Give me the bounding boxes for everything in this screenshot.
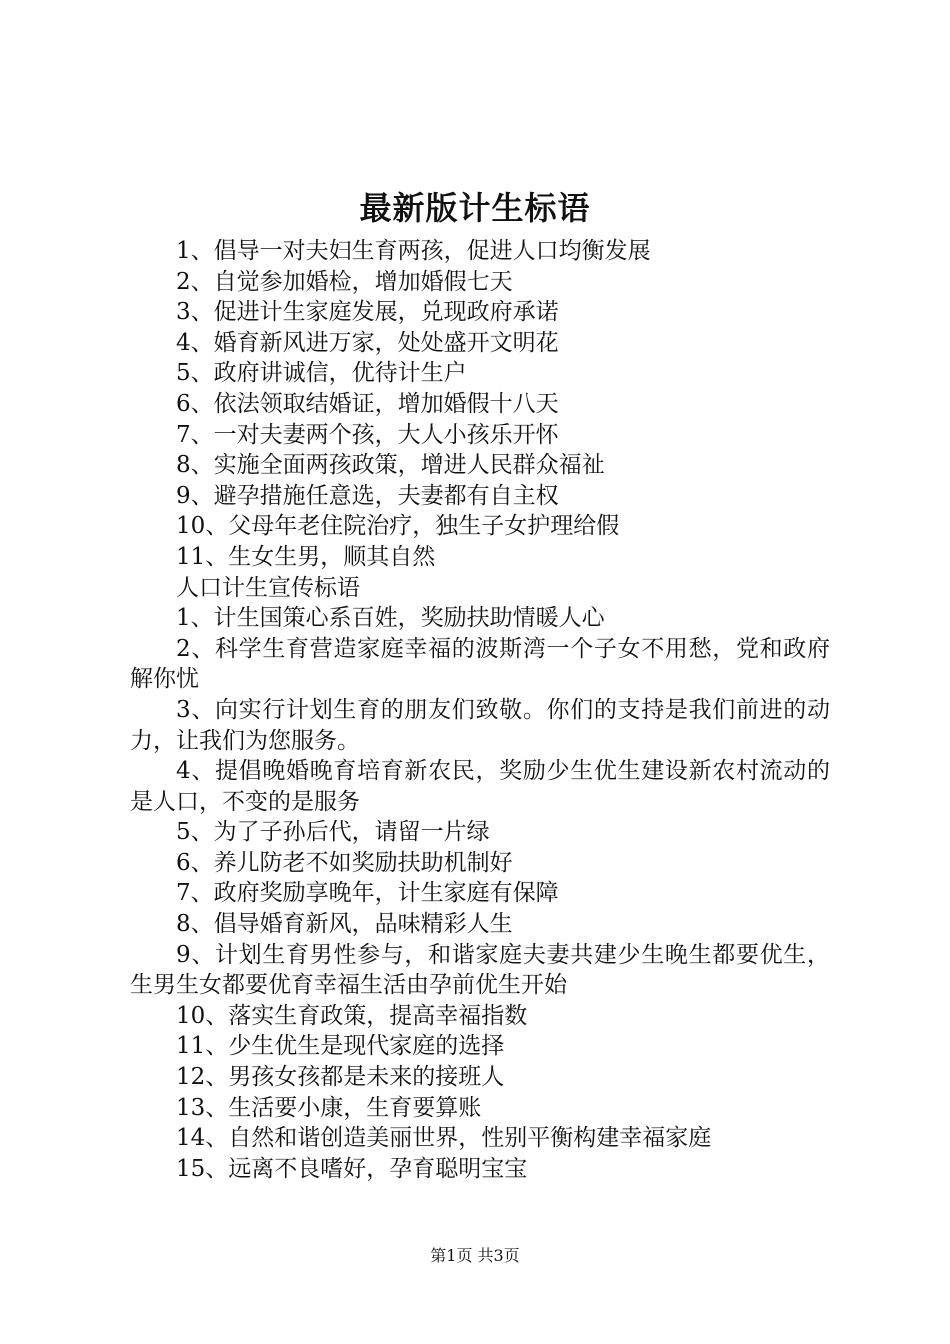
- paragraph: 3、促进计生家庭发展，兑现政府承诺: [176, 299, 559, 326]
- paragraph: 8、倡导婚育新风，品味精彩人生: [176, 911, 513, 938]
- paragraph: 11、少生优生是现代家庭的选择: [176, 1033, 505, 1060]
- document-title: 最新版计生标语: [359, 189, 591, 227]
- paragraph: 1、计生国策心系百姓，奖励扶助情暖人心: [176, 605, 605, 632]
- paragraph: 15、远离不良嗜好，孕育聪明宝宝: [176, 1155, 528, 1182]
- paragraph: 7、政府奖励享晚年，计生家庭有保障: [176, 880, 559, 907]
- paragraph: 5、政府讲诚信，优待计生户: [176, 360, 467, 387]
- paragraph: 2、科学生育营造家庭幸福的波斯湾一个子女不用愁，党和政府解你忧: [130, 635, 830, 693]
- paragraph: 1、倡导一对夫妇生育两孩，促进人口均衡发展: [176, 238, 651, 264]
- section-heading: 人口计生宣传标语: [176, 574, 360, 601]
- paragraph: 9、避孕措施任意选，夫妻都有自主权: [176, 482, 559, 509]
- paragraph: 12、男孩女孩都是未来的接班人: [176, 1064, 505, 1091]
- paragraph: 2、自觉参加婚检，增加婚假七天: [176, 268, 513, 295]
- paragraph: 13、生活要小康，生育要算账: [176, 1094, 482, 1121]
- paragraph: 14、自然和谐创造美丽世界，性别平衡构建幸福家庭: [176, 1125, 712, 1152]
- paragraph: 7、一对夫妻两个孩，大人小孩乐开怀: [176, 421, 559, 448]
- paragraph: 4、婚育新风进万家，处处盛开文明花: [176, 329, 559, 356]
- paragraph: 5、为了子孙后代，请留一片绿: [176, 819, 490, 846]
- paragraph: 10、落实生育政策，提高幸福指数: [176, 1002, 528, 1029]
- paragraph: 4、提倡晚婚晚育培育新农民，奖励少生优生建设新农村流动的是人口，不变的是服务: [130, 758, 830, 815]
- paragraph: 9、计划生育男性参与，和谐家庭夫妻共建少生晚生都要优生，生男生女都要优育幸福生活由孕前优生开始: [130, 941, 830, 999]
- paragraph: 6、养儿防老不如奖励扶助机制好: [176, 849, 513, 876]
- paragraph: 8、实施全面两孩政策，增进人民群众福祉: [176, 452, 605, 479]
- paragraph: 10、父母年老住院治疗，独生子女护理给假: [176, 513, 620, 540]
- paragraph: 6、依法领取结婚证，增加婚假十八天: [176, 390, 559, 417]
- paragraph: 3、向实行计划生育的朋友们致敬。你们的支持是我们前进的动力，让我们为您服务。: [130, 696, 830, 754]
- page-footer: 第1页 共3页: [430, 1246, 520, 1265]
- document-body: [130, 236, 830, 1184]
- paragraph: 11、生女生男，顺其自然: [176, 543, 436, 570]
